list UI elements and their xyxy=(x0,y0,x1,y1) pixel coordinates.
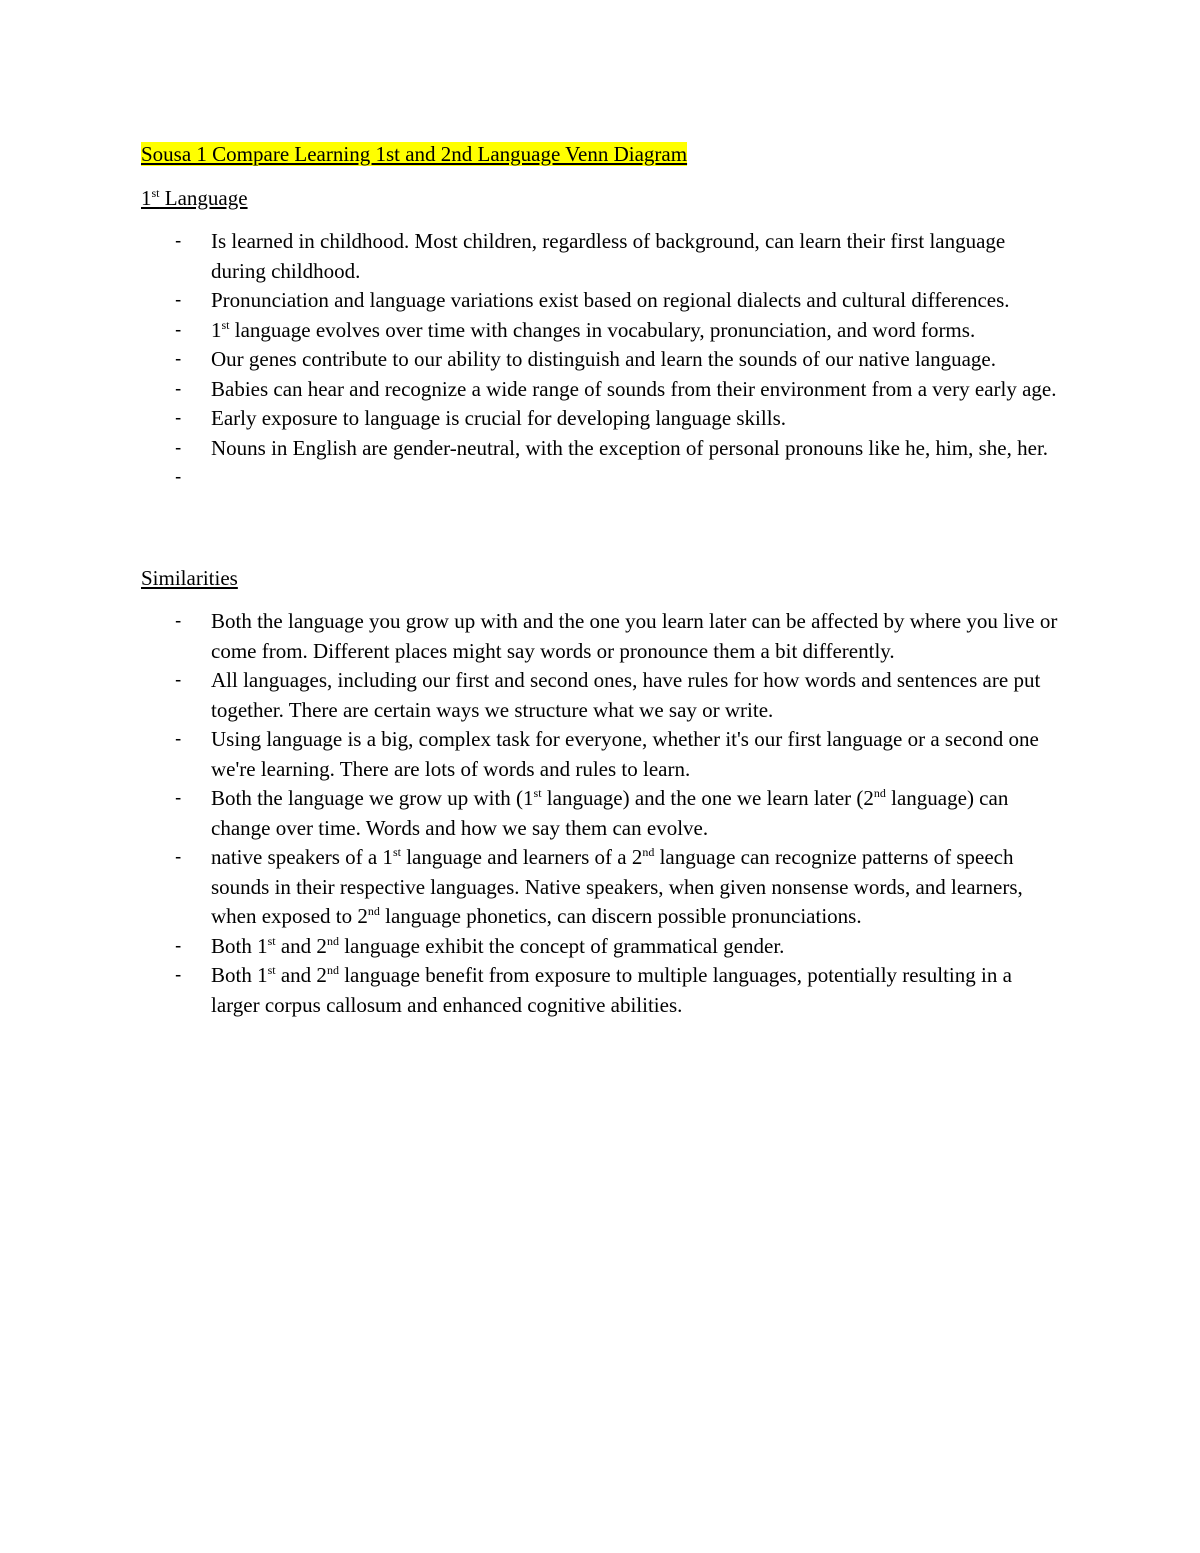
bullet-dash: - xyxy=(175,670,182,691)
bullet-dash: - xyxy=(175,319,182,341)
list-item: - Both the language we grow up with (1st language) and the one we learn later (2nd language) can change over time. Words and how we say them can evolve. xyxy=(175,786,1009,840)
bullet-dash: - xyxy=(175,847,182,868)
bullet-dash: - xyxy=(175,729,182,750)
bullet-dash: - xyxy=(175,408,182,429)
list-item: - Early exposure to language is crucial for developing language skills. xyxy=(141,404,1061,434)
list-item: - Both 1st and 2nd language exhibit the concept of grammatical gender. xyxy=(141,932,1061,962)
list-item: - Using language is a big, complex task for everyone, whether it's our first language or a second one we're learning. There are lots of words and rules to learn. xyxy=(175,727,1039,781)
similarities-heading: Similarities xyxy=(141,565,238,590)
list-item: - Is learned in childhood. Most children, regardless of background, can learn their first language during childhood. xyxy=(175,229,1006,283)
document-title xyxy=(141,140,1061,170)
bullet-dash: - xyxy=(175,378,182,400)
bullet-dash: - xyxy=(175,467,182,488)
list-item: - Our genes contribute to our ability to distinguish and learn the sounds of our native language. xyxy=(141,345,1061,375)
list-item: - Pronunciation and language variations exist based on regional dialects and cultural differences. xyxy=(141,286,1061,316)
bullet-dash: - xyxy=(175,349,182,370)
first-language-list xyxy=(141,227,1061,493)
bullet-dash: - xyxy=(175,231,182,252)
first-language-heading: 1st Language xyxy=(141,185,248,210)
bullet-dash: - xyxy=(175,611,182,632)
list-item: - Babies can hear and recognize a wide range of sounds from their environment from a very early age. xyxy=(141,375,1061,405)
document-body xyxy=(141,140,1061,1020)
section-spacer xyxy=(141,493,1061,564)
bullet-dash: - xyxy=(175,788,182,809)
bullet-dash: - xyxy=(175,290,182,311)
list-item: - Nouns in English are gender-neutral, with the exception of personal pronouns like he, him, she, her. xyxy=(141,434,1061,464)
list-item-empty xyxy=(141,463,1061,493)
bullet-dash: - xyxy=(175,965,182,986)
document-title-text: Sousa 1 Compare Learning 1st and 2nd Language Venn Diagram xyxy=(141,142,688,166)
list-item: - Both 1st and 2nd language benefit from exposure to multiple languages, potentially resulting in a larger corpus callosum and enhanced cognitive abilities. xyxy=(175,963,1012,1017)
list-item: - 1st language evolves over time with changes in vocabulary, pronunciation, and word forms. xyxy=(141,316,1061,346)
bullet-dash: - xyxy=(175,935,182,957)
bullet-dash: - xyxy=(175,437,182,459)
list-item: - All languages, including our first and second ones, have rules for how words and sentences are put together. There are certain ways we structure what we say or write. xyxy=(175,668,1041,722)
list-item: - native speakers of a 1st language and learners of a 2nd language can recognize patterns of speech sounds in their respective languages. Native speakers, when given nonsense words, and learners, when exposed to 2nd language phonetics, can discern possible pronunciations. xyxy=(175,845,1023,928)
similarities-list xyxy=(141,607,1061,1020)
list-item: - Both the language you grow up with and the one you learn later can be affected by where you live or come from. Different places might say words or pronounce them a bit differently. xyxy=(175,609,1058,663)
